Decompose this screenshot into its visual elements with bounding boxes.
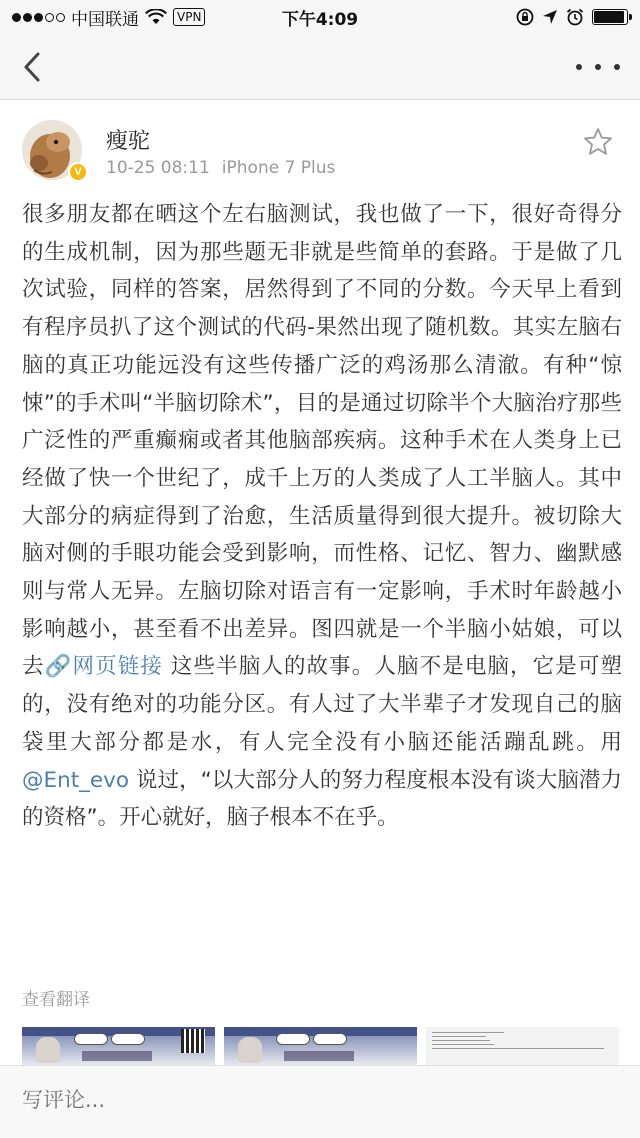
post-time: 10-25 08:11	[106, 158, 210, 178]
battery-icon	[592, 9, 628, 25]
status-right	[516, 8, 628, 26]
chevron-left-icon	[22, 51, 42, 83]
qr-code-icon	[181, 1029, 205, 1053]
comment-input[interactable]	[22, 1088, 582, 1112]
wifi-icon	[145, 9, 167, 25]
user-mention[interactable]: @Ent_evo	[22, 767, 129, 793]
post-text-part2: 这些半脑人的故事。人脑不是电脑，它是可塑的，没有绝对的功能分区。有人过了大半辈子才发现自己的脑袋里大部分都是水，有人完全没有小脑还能活蹦乱跳。用	[22, 654, 622, 755]
image-thumbnail[interactable]	[426, 1027, 619, 1065]
image-thumbnail[interactable]	[224, 1027, 417, 1065]
post-author-header	[22, 120, 622, 190]
image-thumbnails	[22, 1027, 620, 1065]
rotation-lock-icon	[516, 8, 534, 26]
vpn-badge: VPN	[173, 8, 205, 26]
image-thumbnail[interactable]	[22, 1027, 215, 1065]
alarm-icon	[566, 8, 584, 26]
translate-link[interactable]: 查看翻译	[22, 990, 90, 1010]
author-name[interactable]: 瘦驼	[106, 129, 151, 154]
post-meta	[106, 158, 335, 178]
status-time: 下午4:09	[281, 9, 359, 30]
back-button[interactable]	[22, 50, 56, 84]
signal-dots-icon	[12, 13, 65, 22]
more-button[interactable]	[576, 52, 620, 82]
comment-bar	[0, 1065, 640, 1138]
post-text	[22, 196, 622, 837]
location-arrow-icon	[542, 9, 558, 25]
favorite-button[interactable]	[582, 126, 614, 158]
post-text-part3: 说过，“以大部分人的努力程度根本没有谈大脑潜力的资格”。开心就好，脑子根本不在乎。	[22, 767, 622, 831]
star-icon	[582, 126, 614, 158]
post-text-part1: 很多朋友都在晒这个左右脑测试，我也做了一下，很好奇得分的生成机制，因为那些题无非就是些简单的套路。于是做了几次试验，同样的答案，居然得到了不同的分数。今天早上看到有程序员扒了这个测试的代码-果然出现了随机数。其实左脑右脑的真正功能远没有这些传播广泛的鸡汤那么清澈。有种“惊悚”的手术叫“半脑切除术”，目的是通过切除半个大脑治疗那些广泛性的严重癫痫或者其他脑部疾病。这种手术在人类身上已经做了快一个世纪了，成千上万的人类成了人工半脑人。其中大部分的病症得到了治愈，生活质量得到很大提升。被切除大脑对侧的手眼功能会受到影响，而性格、记忆、智力、幽默感则与常人无异。左脑切除对语言有一定影响，手术时年龄越小影响越小，甚至看不出差异。图四就是一个半脑小姑娘，可以去	[22, 202, 622, 680]
web-link[interactable]: 🔗网页链接	[44, 654, 163, 680]
post-device: iPhone 7 Plus	[221, 158, 336, 178]
status-left	[12, 5, 205, 30]
carrier-label: 中国联通	[71, 9, 139, 30]
status-bar	[0, 0, 640, 34]
nav-bar	[0, 34, 640, 100]
verified-badge: V	[68, 162, 88, 182]
more-icon	[576, 64, 582, 70]
